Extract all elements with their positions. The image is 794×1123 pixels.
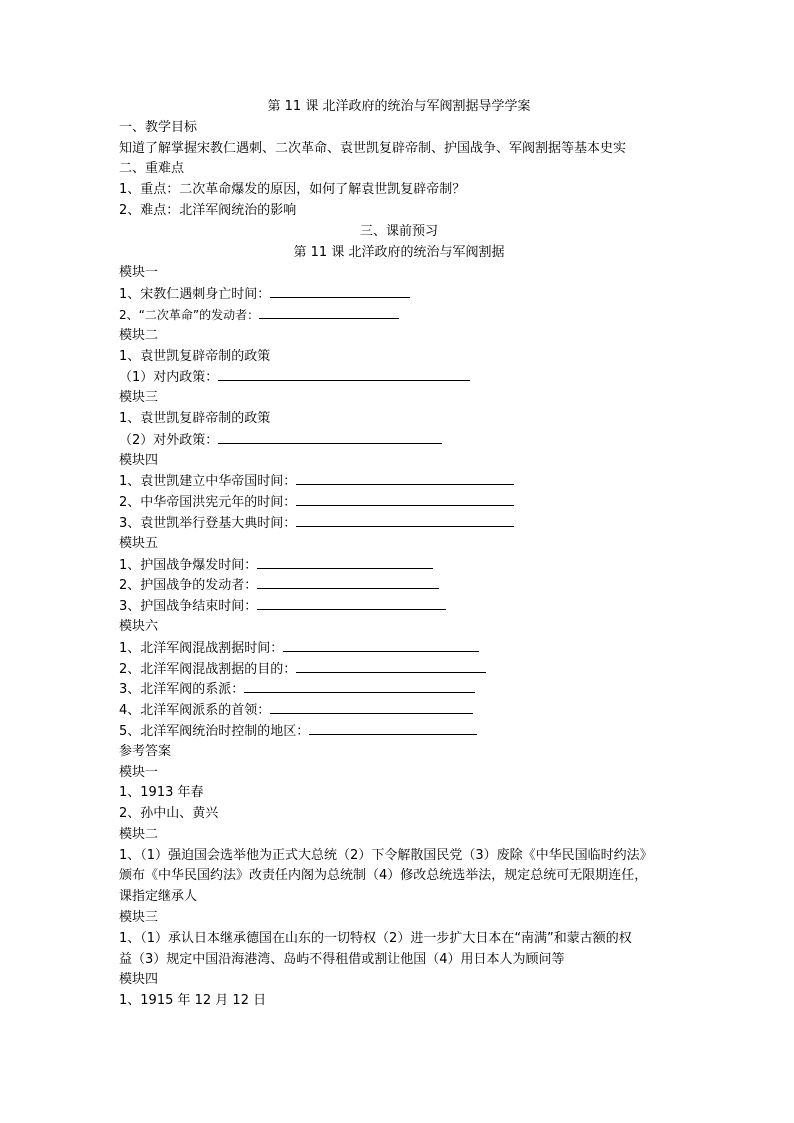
answer-blank[interactable] (259, 305, 399, 319)
answer-blank[interactable] (270, 700, 473, 714)
question-label: 1、北洋军阀混战割据时间： (119, 640, 284, 656)
module-6-title: 模块六 (119, 618, 159, 634)
section-heading-objectives: 一、教学目标 (119, 119, 198, 135)
question-heading: 1、袁世凯复辟帝制的政策 (119, 348, 271, 364)
question-label: 3、护国战争结束时间： (119, 599, 258, 615)
question-row (119, 513, 679, 534)
question-row (119, 471, 679, 492)
answer-text-line: 1、（1）强迫国会选举他为正式大总统（2）下令解散国民党（3）废除《中华民国临时约法》 (119, 847, 653, 863)
section-heading-key-points: 二、重难点 (119, 161, 185, 177)
question-label: 3、北洋军阀的系派： (119, 682, 245, 698)
question-heading: 1、袁世凯复辟帝制的政策 (119, 410, 271, 426)
answer-module-1-title: 模块一 (119, 764, 159, 780)
question-label: （2）对外政策： (119, 432, 219, 448)
answer-blank[interactable] (296, 659, 486, 673)
answer-text-line: 1、（1）承认日本继承德国在山东的一切特权（2）进一步扩大日本在“南满”和蒙古额的权 (119, 930, 632, 946)
answer-blank[interactable] (218, 367, 470, 381)
preview-subtitle: 第 11 课 北洋政府的统治与军阀割据 (293, 244, 505, 260)
answer-item: 1、1913 年春 (119, 785, 204, 801)
key-point-item: 1、重点：二次革命爆发的原因，如何了解袁世凯复辟帝制？ (119, 182, 466, 198)
answer-blank[interactable] (309, 721, 477, 735)
question-label: 2、“二次革命”的发动者： (119, 307, 260, 322)
answer-blank[interactable] (283, 638, 479, 652)
document-page (119, 97, 679, 1012)
question-row (119, 575, 679, 596)
question-row (119, 679, 679, 700)
question-row (119, 596, 679, 617)
answer-item: 1、1915 年 12 月 12 日 (119, 993, 267, 1009)
answer-blank[interactable] (218, 430, 442, 444)
question-row (119, 700, 679, 721)
module-3-title: 模块三 (119, 390, 159, 406)
objectives-text: 知道了解掌握宋教仁遇刺、二次革命、袁世凯复辟帝制、护国战争、军阀割据等基本史实 (119, 140, 627, 156)
question-row (119, 305, 679, 326)
module-1-title: 模块一 (119, 265, 159, 281)
document-title: 第 11 课 北洋政府的统治与军阀割据导学学案 (267, 99, 531, 114)
question-row (119, 492, 679, 513)
answer-text-line: 课指定继承人 (119, 889, 198, 905)
answer-blank[interactable] (257, 575, 439, 589)
question-row (119, 430, 679, 451)
question-row (119, 555, 679, 576)
module-4-title: 模块四 (119, 452, 159, 468)
question-label: 2、中华帝国洪宪元年的时间： (119, 495, 297, 511)
question-label: 3、袁世凯举行登基大典时间： (119, 515, 297, 531)
question-row (119, 284, 679, 305)
answer-blank[interactable] (244, 679, 475, 693)
question-row (119, 638, 679, 659)
answer-module-3-title: 模块三 (119, 910, 159, 926)
answer-text-line: 益（3）规定中国沿海港湾、岛屿不得租借或割让他国（4）用日本人为顾问等 (119, 951, 565, 967)
answer-blank[interactable] (296, 471, 514, 485)
question-label: 2、护国战争的发动者： (119, 578, 258, 594)
question-label: （1）对内政策： (119, 370, 219, 386)
question-label: 1、护国战争爆发时间： (119, 557, 258, 573)
answer-module-2-title: 模块二 (119, 826, 159, 842)
answers-heading: 参考答案 (119, 743, 172, 759)
question-row (119, 721, 679, 742)
answer-blank[interactable] (296, 513, 514, 527)
module-2-title: 模块二 (119, 327, 159, 343)
question-label: 1、宋教仁遇刺身亡时间： (119, 287, 271, 303)
question-label: 5、北洋军阀统治时控制的地区： (119, 723, 310, 739)
section-heading-preview: 三、课前预习 (359, 223, 438, 239)
question-row (119, 367, 679, 388)
answer-text-line: 颁布《中华民国约法》改责任内阁为总统制（4）修改总统选举法，规定总统可无限期连任， (119, 868, 648, 884)
question-label: 1、袁世凯建立中华帝国时间： (119, 474, 297, 490)
answer-blank[interactable] (296, 492, 514, 506)
module-5-title: 模块五 (119, 535, 159, 551)
question-row (119, 659, 679, 680)
difficult-point-item: 2、难点：北洋军阀统治的影响 (119, 202, 297, 218)
answer-module-4-title: 模块四 (119, 972, 159, 988)
answer-blank[interactable] (257, 555, 433, 569)
answer-blank[interactable] (257, 596, 446, 610)
question-label: 4、北洋军阀派系的首领： (119, 703, 271, 719)
question-label: 2、北洋军阀混战割据的目的： (119, 661, 297, 677)
answer-blank[interactable] (270, 284, 410, 298)
answer-item: 2、孙中山、黄兴 (119, 806, 219, 822)
